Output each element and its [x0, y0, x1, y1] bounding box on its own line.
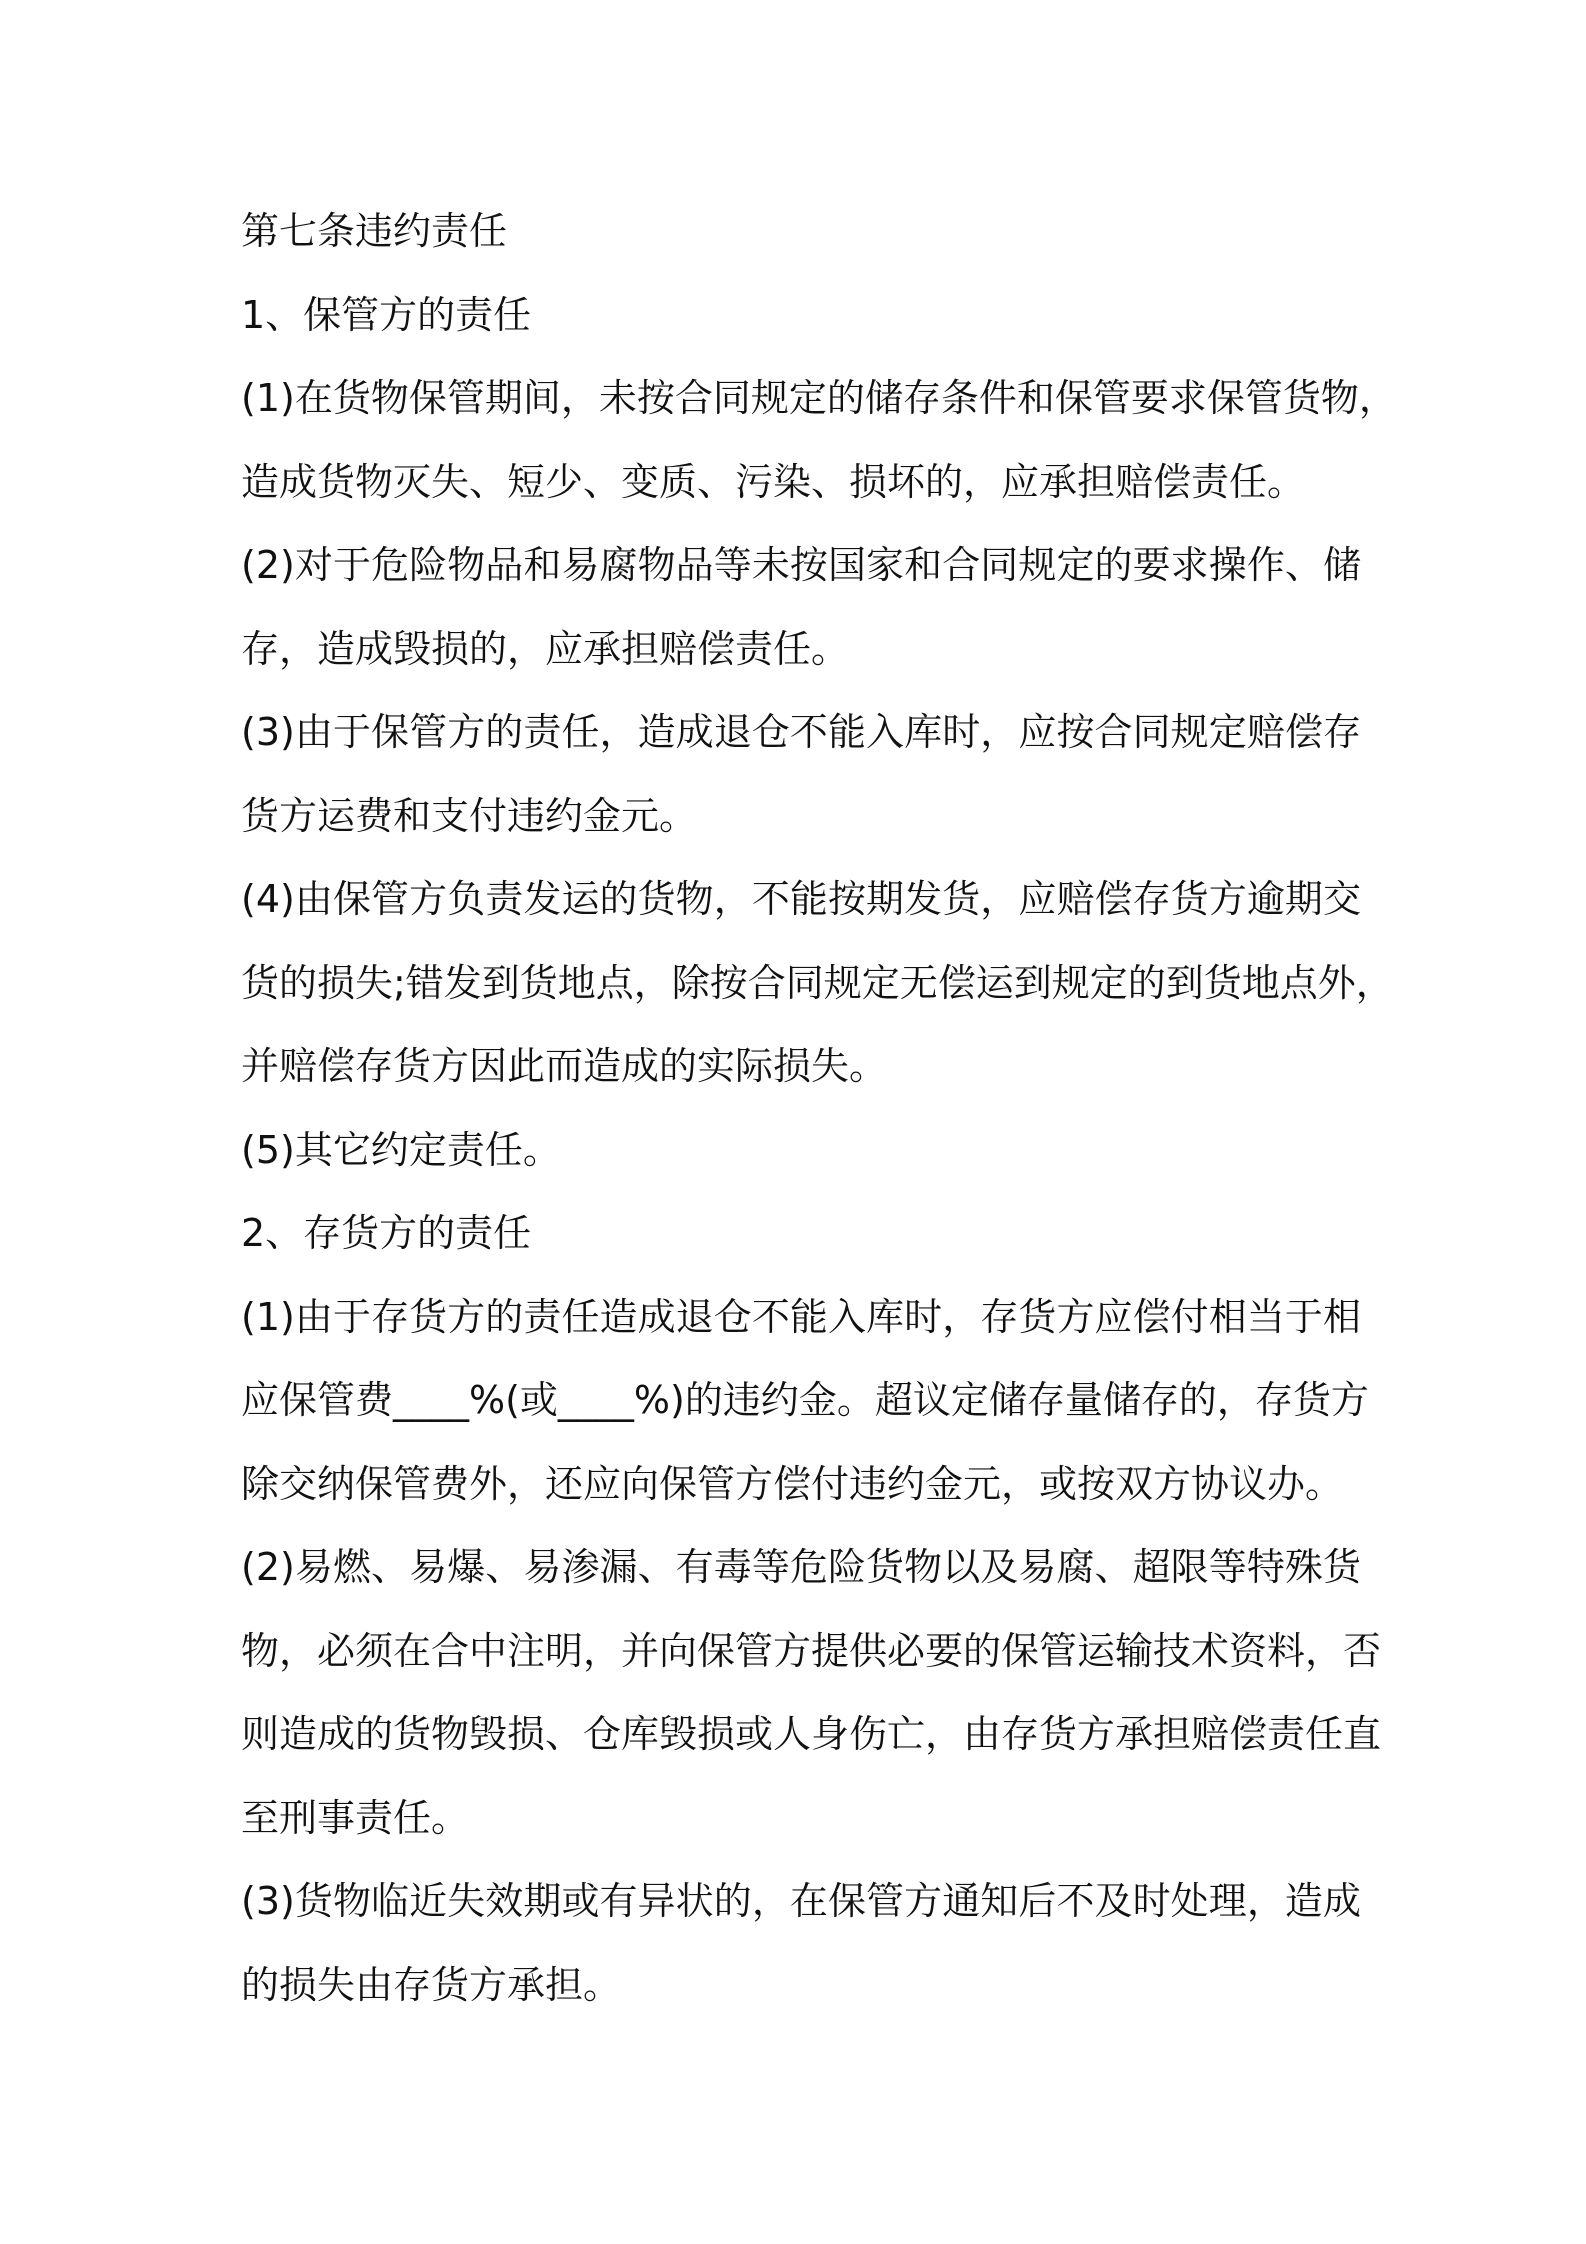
paragraph-line: (3)由于保管方的责任，造成退仓不能入库时，应按合同规定赔偿存: [241, 710, 1361, 754]
paragraph-line: (4)由保管方负责发运的货物，不能按期发货，应赔偿存货方逾期交: [241, 877, 1361, 921]
paragraph-line: 应保管费____%(或____%)的违约金。超议定储存量储存的，存货方: [241, 1378, 1369, 1422]
paragraph-line: 存，造成毁损的，应承担赔偿责任。: [241, 626, 850, 671]
paragraph-line: 物，必须在合中注明，并向保管方提供必要的保管运输技术资料，否: [241, 1628, 1382, 1673]
article-heading: 第七条违约责任: [241, 209, 508, 253]
paragraph-line: (1)在货物保管期间，未按合同规定的储存条件和保管要求保管货物，: [241, 376, 1397, 420]
paragraph-line: 的损失由存货方承担。: [241, 1962, 622, 2007]
paragraph-line: 货方运费和支付违约金元。: [241, 793, 698, 838]
paragraph-line: (5)其它约定责任。: [241, 1127, 561, 1172]
paragraph-line: 除交纳保管费外，还应向保管方偿付违约金元，或按双方协议办。: [241, 1461, 1344, 1506]
section-heading-custodian: 1、保管方的责任: [241, 292, 532, 337]
paragraph-line: (2)对于危险物品和易腐物品等未按国家和合同规定的要求操作、储: [241, 543, 1361, 587]
paragraph-line: 货的损失;错发到货地点，除按合同规定无偿运到规定的到货地点外，: [241, 960, 1394, 1005]
document-body: [241, 190, 1397, 2027]
paragraph-line: (1)由于存货方的责任造成退仓不能入库时，存货方应偿付相当于相: [241, 1294, 1361, 1339]
paragraph-line: 并赔偿存货方因此而造成的实际损失。: [241, 1044, 888, 1088]
paragraph-line: (2)易燃、易爆、易渗漏、有毒等危险货物以及易腐、超限等特殊货: [241, 1545, 1361, 1589]
paragraph-line: 造成货物灭失、短少、变质、污染、损坏的，应承担赔偿责任。: [241, 459, 1306, 504]
paragraph-line: (3)货物临近失效期或有异状的，在保管方通知后不及时处理，造成: [241, 1879, 1361, 1923]
section-heading-depositor: 2、存货方的责任: [241, 1211, 532, 1255]
paragraph-line: 至刑事责任。: [241, 1795, 470, 1840]
paragraph-line: 则造成的货物毁损、仓库毁损或人身伤亡，由存货方承担赔偿责任直: [241, 1712, 1382, 1756]
